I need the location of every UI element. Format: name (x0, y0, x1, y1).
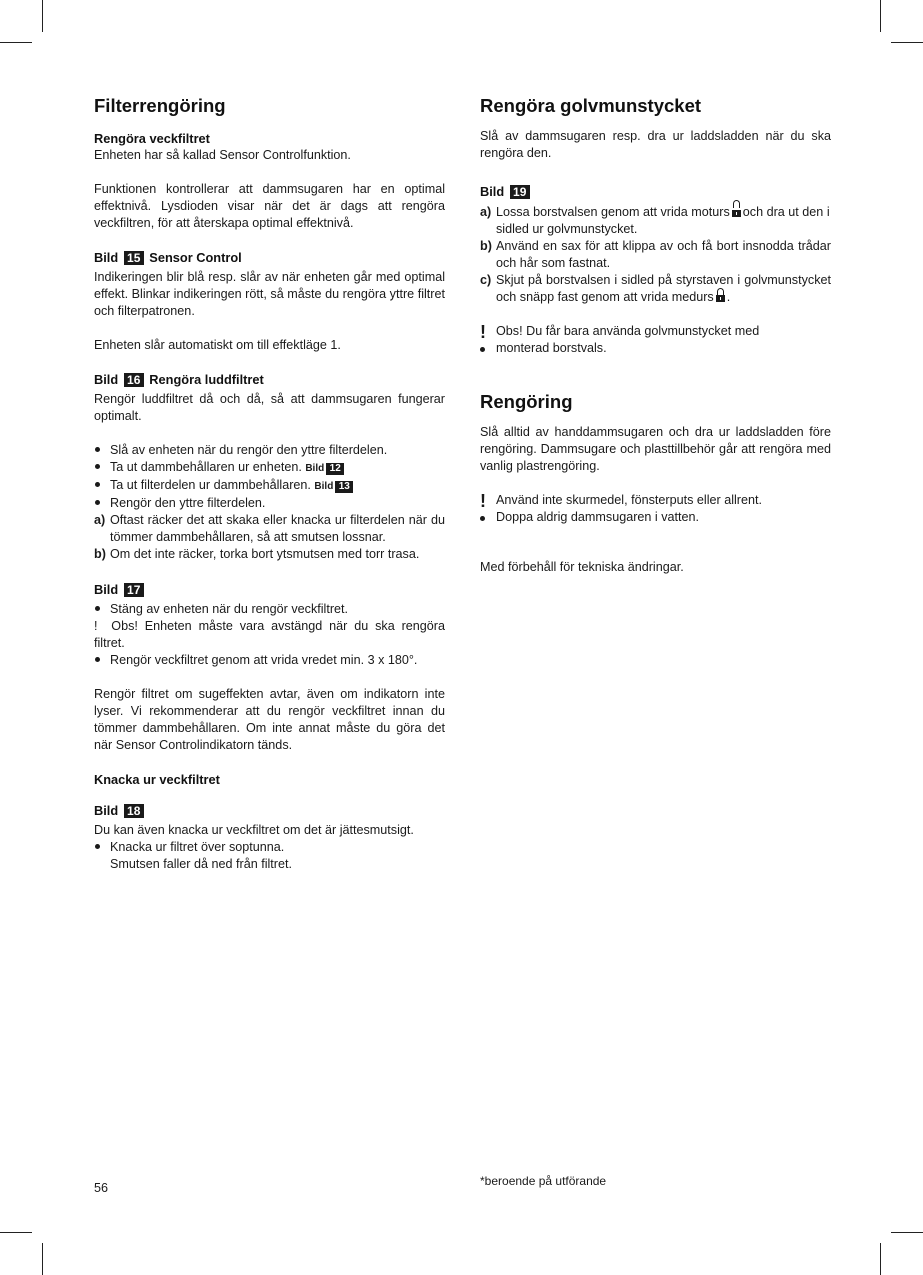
bild-label: Bild (94, 372, 119, 387)
section-title-rengoring: Rengöring (480, 391, 573, 412)
paragraph: Enheten har så kallad Sensor Controlfunktion. (94, 148, 351, 162)
list-item: Slå av enheten när du rengör den yttre filterdelen. (94, 442, 445, 459)
paragraph: Slå av dammsugaren resp. dra ur laddsladden när du ska rengöra den. (480, 129, 831, 160)
crop-mark (42, 0, 43, 32)
bild-ref-label: Bild (314, 481, 334, 492)
figure-heading-15 (94, 249, 445, 266)
bild-ref-label: Bild (305, 463, 325, 474)
warning-note: ! Obs! Du får bara använda golvmunstycket med monterad borstvals. (480, 322, 760, 355)
figure-number-badge: 18 (124, 804, 144, 818)
list-item: Stäng av enheten när du rengör veckfiltret. (94, 601, 445, 618)
figure-heading-17 (94, 581, 445, 598)
section-title-rengora-golvmunstycket: Rengöra golvmunstycket (480, 95, 702, 116)
step-item: b) Om det inte räcker, torka bort ytsmutsen med torr trasa. (94, 547, 420, 561)
step-item: b) Använd en sax för att klippa av och få bort insnodda trådar och hår som fastnat. (480, 239, 831, 270)
figure-number-badge: 15 (124, 251, 144, 265)
list-item: Rengör den yttre filterdelen. (94, 495, 445, 512)
right-column (480, 94, 831, 576)
warning-note: ! Obs! Enheten måste vara avstängd när du ska rengöra filtret. (94, 619, 445, 650)
list-item: Ta ut filterdelen ur dammbehållaren. Bild 13 (94, 477, 445, 495)
crop-mark (891, 42, 923, 43)
bullet-icon (95, 495, 100, 512)
paragraph: Med förbehåll för tekniska ändringar. (480, 560, 684, 574)
section-title-filterrengoring: Filterrengöring (94, 95, 226, 116)
list-item: Rengör veckfiltret genom att vrida vredet min. 3 x 180°. (94, 652, 445, 669)
bullet-list (94, 652, 445, 669)
bild-label: Bild (480, 184, 505, 199)
warning-icon: ! (480, 322, 486, 342)
crop-mark (880, 1243, 881, 1275)
paragraph: Slå alltid av handdammsugaren och dra ur laddsladden före rengöring. Dammsugare och plasttillbehör går att rengöra med vanlig plastrengöring. (480, 425, 831, 473)
step-list (480, 204, 831, 306)
lock-icon (716, 292, 725, 302)
subheading-knacka-ur-veckfiltret: Knacka ur veckfiltret (94, 772, 220, 787)
footnote: *beroende på utförande (480, 1174, 607, 1188)
figure-number-badge: 16 (124, 373, 144, 387)
subheading-rengora-veckfiltret: Rengöra veckfiltret (94, 131, 210, 146)
unlock-icon (732, 207, 741, 217)
bullet-icon (95, 601, 100, 618)
step-item: c) Skjut på borstvalsen i sidled på styrstaven i golvmunstycket och snäpp fast genom att vrida medurs . (480, 273, 831, 304)
figure-title: Rengöra luddfiltret (149, 372, 264, 387)
bullet-list (94, 442, 445, 512)
warning-note: ! Använd inte skurmedel, fönsterputs eller allrent. Doppa aldrig dammsugaren i vatten. (480, 491, 763, 524)
figure-ref-badge: 12 (326, 463, 344, 475)
paragraph: Du kan även knacka ur veckfiltret om det är jättesmutsigt. (94, 823, 414, 837)
bullet-list (94, 601, 445, 618)
paragraph: Rengör filtret om sugeffekten avtar, även om indikatorn inte lyser. Vi rekommenderar att du rengör veckfiltret innan du tömmer dammbehållaren. Om inte annat måste du göra det när Sensor Controlindikatorn tänds. (94, 687, 445, 752)
figure-heading-19 (480, 183, 831, 200)
figure-ref-badge: 13 (335, 481, 353, 493)
bullet-icon (95, 839, 100, 856)
crop-mark (891, 1232, 923, 1233)
crop-mark (0, 42, 32, 43)
paragraph: Enheten slår automatiskt om till effektläge 1. (94, 338, 341, 352)
bullet-icon (480, 347, 485, 352)
paragraph: Indikeringen blir blå resp. slår av när enheten går med optimal effekt. Blinkar indikeringen rött, så måste du rengöra yttre filtret och filterpatronen. (94, 270, 445, 318)
step-list (94, 512, 445, 563)
list-item: Ta ut dammbehållaren ur enheten. Bild 12 (94, 459, 445, 477)
bullet-icon (95, 442, 100, 459)
figure-title: Sensor Control (149, 250, 242, 265)
figure-number-badge: 19 (510, 185, 530, 199)
bild-label: Bild (94, 250, 119, 265)
step-item: a) Lossa borstvalsen genom att vrida moturs och dra ut den i sidled ur golvmunstycket. (480, 204, 831, 238)
paragraph: Funktionen kontrollerar att dammsugaren har en optimal effektnivå. Lysdioden visar när det är dags att rengöra veckfiltren, för att återskapa optimal effektnivå. (94, 182, 445, 230)
paragraph: Rengör luddfiltret då och då, så att dammsugaren fungerar optimalt. (94, 392, 445, 423)
bullet-icon (480, 516, 485, 521)
warning-icon: ! (480, 491, 486, 511)
figure-heading-18 (94, 802, 445, 819)
step-item: a) Oftast räcker det att skaka eller knacka ur filterdelen när du tömmer dammbehållaren, så att smutsen lossnar. (94, 513, 445, 544)
warning-icon: ! (94, 619, 98, 633)
figure-number-badge: 17 (124, 583, 144, 597)
crop-mark (42, 1243, 43, 1275)
bild-label: Bild (94, 803, 119, 818)
bullet-icon (95, 652, 100, 669)
crop-mark (0, 1232, 32, 1233)
figure-heading-16 (94, 371, 445, 388)
page-number: 56 (94, 1181, 109, 1195)
bullet-icon (95, 459, 100, 476)
crop-mark (880, 0, 881, 32)
list-item: Knacka ur filtret över soptunna. Smutsen faller då ned från filtret. (94, 839, 445, 873)
bild-label: Bild (94, 582, 119, 597)
left-column (94, 94, 445, 873)
bullet-icon (95, 477, 100, 494)
bullet-list (94, 839, 445, 873)
